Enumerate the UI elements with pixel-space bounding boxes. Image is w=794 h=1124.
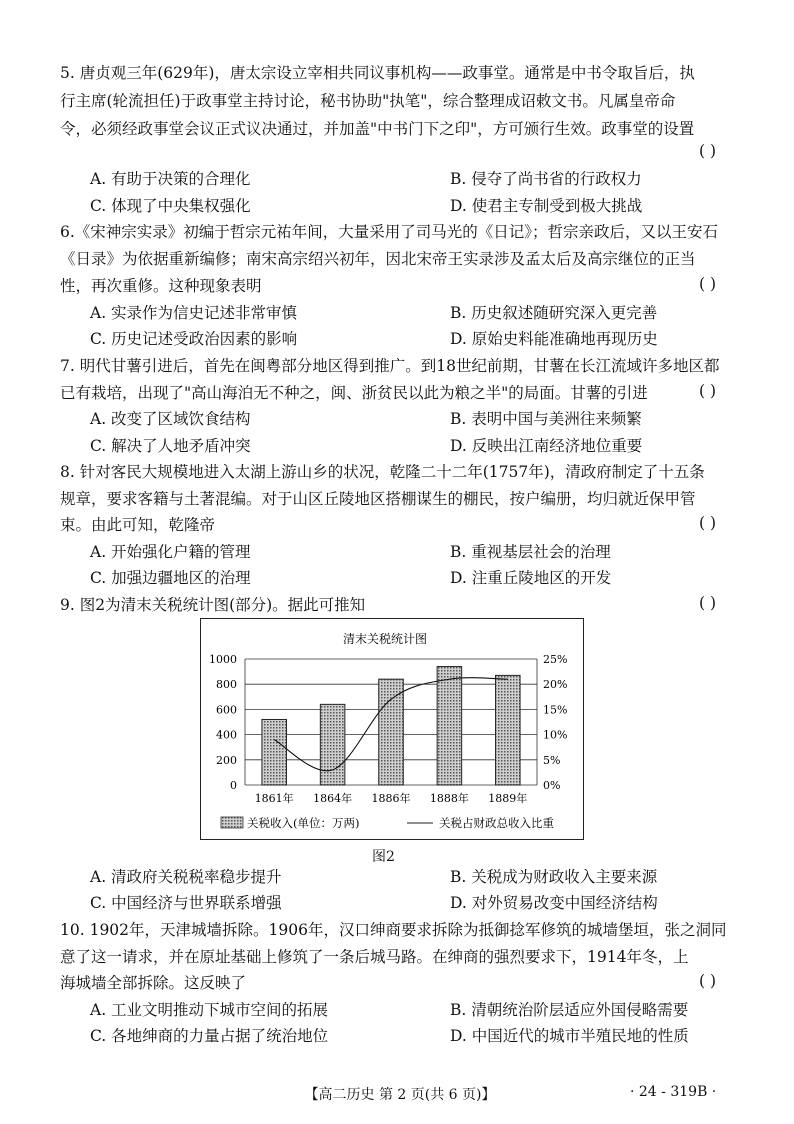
q6-option-b: B. 历史叙述随研究深入更完善	[450, 304, 658, 322]
legend-bar-label: 关税收入(单位：万两)	[247, 816, 360, 830]
legend-line-label: 关税占财政总收入比重	[439, 816, 554, 830]
q10-option-a: A. 工业文明推动下城市空间的拓展	[90, 1001, 329, 1019]
footer-code: · 24 - 319B ·	[630, 1084, 717, 1100]
y-left-tick-label: 1000	[209, 653, 237, 666]
q7-option-a: A. 改变了区域饮食结构	[90, 410, 251, 428]
q5-option-a: A. 有助于决策的合理化	[90, 170, 251, 188]
q10-stem-line-1: 10. 1902年，天津城墙拆除。1906年，汉口绅商要求拆除为抵御捻军修筑的城墙堡垣，张之洞同	[60, 921, 727, 939]
y-left-tick-label: 400	[216, 728, 237, 742]
legend-bar-swatch	[221, 817, 243, 828]
chart-title: 清末关税统计图	[342, 632, 428, 646]
q5-option-b: B. 侵夺了尚书省的行政权力	[450, 170, 642, 188]
y-right-tick-label: 15%	[543, 703, 568, 717]
x-tick-label: 1888年	[429, 792, 469, 805]
q6-stem-line-3: 性，再次重修。这种现象表明	[60, 277, 262, 295]
x-tick-label: 1861年	[254, 792, 294, 805]
bar-customs-revenue	[496, 675, 521, 785]
q6-answer-paren: ( )	[698, 275, 716, 293]
q8-stem-line-3: 束。由此可知，乾隆帝	[60, 516, 216, 534]
x-tick-label: 1886年	[371, 792, 411, 805]
y-left-tick-label: 200	[216, 753, 237, 767]
y-left-tick-label: 600	[216, 703, 237, 717]
y-right-tick-label: 5%	[543, 753, 561, 767]
q5-stem-line-2: 行主席(轮流担任)于政事堂主持讨论，秘书协助"执笔"，综合整理成诏敕文书。凡属皇帝命	[60, 92, 676, 110]
q5-stem-line-1: 5. 唐贞观三年(629年)，唐太宗设立宰相共同议事机构——政事堂。通常是中书令取旨后，执	[60, 64, 695, 82]
q10-option-c: C. 各地绅商的力量占据了统治地位	[90, 1027, 329, 1045]
q8-option-a: A. 开始强化户籍的管理	[90, 543, 251, 561]
y-right-tick-label: 20%	[543, 678, 568, 692]
q7-option-d: D. 反映出江南经济地位重要	[450, 437, 643, 455]
q9-option-d: D. 对外贸易改变中国经济结构	[450, 894, 658, 912]
customs-chart	[200, 618, 584, 840]
bar-customs-revenue	[262, 719, 287, 785]
q10-stem-line-3: 海城墙全部拆除。这反映了	[60, 974, 247, 992]
q7-option-b: B. 表明中国与美洲往来频繁	[450, 410, 642, 428]
x-tick-label: 1889年	[488, 792, 528, 805]
q9-stem-line-1: 9. 图2为清末关税统计图(部分)。据此可推知	[60, 596, 366, 614]
q10-option-d: D. 中国近代的城市半殖民地的性质	[450, 1027, 689, 1045]
q10-option-b: B. 清朝统治阶层适应外国侵略需要	[450, 1001, 689, 1019]
q7-stem-line-2: 已有栽培，出现了"高山海泊无不种之，闽、浙贫民以此为粮之半"的局面。甘薯的引进	[60, 384, 648, 402]
q8-answer-paren: ( )	[698, 514, 716, 532]
footer-page-info: 【高二历史 第 2 页(共 6 页)】	[304, 1087, 496, 1103]
q10-stem-line-2: 意了这一请求，并在原址基础上修筑了一条后城马路。在绅商的强烈要求下，1914年冬，上	[60, 948, 689, 966]
q5-answer-paren: ( )	[698, 142, 716, 160]
q5-option-c: C. 体现了中央集权强化	[90, 197, 251, 215]
q6-option-d: D. 原始史料能准确地再现历史	[450, 330, 658, 348]
q9-option-a: A. 清政府关税税率稳步提升	[90, 868, 282, 886]
y-left-tick-label: 0	[230, 779, 237, 792]
q5-stem-line-3: 令，必须经政事堂会议正式议决通过，并加盖"中书门下之印"，方可颁行生效。政事堂的设置	[60, 120, 695, 138]
q6-option-a: A. 实录作为信史记述非常审慎	[90, 304, 298, 322]
q6-stem-line-2: 《日录》为依据重新编修；南宋高宗绍兴初年，因北宋帝王实录涉及孟太后及高宗继位的正当	[60, 250, 696, 268]
q7-answer-paren: ( )	[698, 382, 716, 400]
q6-stem-line-1: 6.《宋神宗实录》初编于哲宗元祐年间，大量采用了司马光的《日记》；哲宗亲政后，又以王安石	[60, 223, 719, 241]
y-right-tick-label: 10%	[543, 728, 568, 742]
q8-option-b: B. 重视基层社会的治理	[450, 543, 611, 561]
q10-answer-paren: ( )	[698, 972, 716, 990]
q8-option-d: D. 注重丘陵地区的开发	[450, 569, 612, 587]
bar-customs-revenue	[437, 667, 462, 785]
q5-option-d: D. 使君主专制受到极大挑战	[450, 197, 643, 215]
q8-stem-line-1: 8. 针对客民大规模地进入太湖上游山乡的状况，乾隆二十二年(1757年)，清政府制定了十五条	[60, 463, 705, 481]
bar-customs-revenue	[379, 679, 404, 785]
x-tick-label: 1864年	[313, 792, 353, 805]
q8-option-c: C. 加强边疆地区的治理	[90, 569, 251, 587]
q9-option-b: B. 关税成为财政收入主要来源	[450, 868, 658, 886]
q9-answer-paren: ( )	[698, 594, 716, 612]
y-left-tick-label: 800	[216, 678, 237, 692]
customs-chart-svg	[201, 619, 585, 841]
figure-caption: 图2	[372, 849, 395, 865]
q9-option-c: C. 中国经济与世界联系增强	[90, 894, 282, 912]
q7-stem-line-1: 7. 明代甘薯引进后，首先在闽粤部分地区得到推广。到18世纪前期，甘薯在长江流域许多地区都	[60, 357, 720, 375]
q8-stem-line-2: 规章，要求客籍与土著混编。对于山区丘陵地区搭棚谋生的棚民，按户编册，均归就近保甲管	[60, 490, 696, 508]
q7-option-c: C. 解决了人地矛盾冲突	[90, 437, 251, 455]
y-right-tick-label: 25%	[543, 653, 568, 666]
bar-customs-revenue	[320, 704, 345, 785]
q6-option-c: C. 历史记述受政治因素的影响	[90, 330, 298, 348]
y-right-tick-label: 0%	[543, 779, 561, 792]
